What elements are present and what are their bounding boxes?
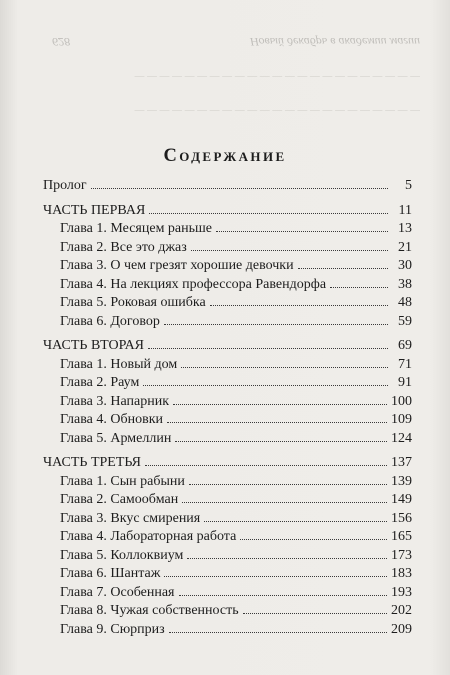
toc-leader-dots bbox=[330, 277, 388, 288]
show-through-text: — — — — — — — — — — — — — — — — — — — — — — — bbox=[134, 70, 420, 82]
toc-entry-label: ЧАСТЬ ТРЕТЬЯ bbox=[43, 455, 142, 470]
toc-leader-dots bbox=[182, 492, 387, 503]
toc-chapter-entry bbox=[43, 547, 412, 566]
toc-chapter-entry bbox=[43, 313, 412, 332]
toc-entry-label: Пролог bbox=[43, 178, 87, 193]
toc-leader-dots bbox=[210, 295, 388, 306]
toc-page-number: 183 bbox=[391, 566, 412, 581]
toc-part-entry bbox=[43, 337, 412, 356]
toc-chapter-entry bbox=[43, 294, 412, 313]
toc-entry-label: Глава 6. Шантаж bbox=[60, 566, 161, 581]
toc-entry-label: Глава 5. Роковая ошибка bbox=[60, 295, 206, 310]
toc-page-number: 69 bbox=[398, 338, 412, 353]
toc-page-number: 13 bbox=[398, 221, 412, 236]
toc-page-number: 59 bbox=[398, 313, 412, 329]
toc-chapter-entry bbox=[43, 393, 412, 412]
toc-entry-label: Глава 5. Коллоквиум bbox=[60, 547, 184, 563]
toc-page-number: 124 bbox=[391, 430, 412, 446]
toc-page-number: 165 bbox=[391, 529, 412, 544]
toc-entry-label: ЧАСТЬ ВТОРАЯ bbox=[43, 338, 145, 353]
toc-leader-dots bbox=[189, 474, 387, 485]
toc-entry-label: Глава 2. Все это джаз bbox=[60, 239, 187, 255]
toc-chapter-entry bbox=[43, 584, 412, 603]
toc-leader-dots bbox=[181, 357, 388, 368]
toc-page-number: 149 bbox=[391, 492, 412, 507]
toc-part-entry bbox=[43, 177, 412, 196]
toc-leader-dots bbox=[173, 394, 387, 405]
toc-leader-dots bbox=[204, 511, 387, 522]
toc-page-number: 30 bbox=[398, 258, 412, 273]
toc-chapter-entry bbox=[43, 356, 412, 375]
show-through-text: — — — — — — — — — — — — — — — — — — — — — — — bbox=[134, 104, 420, 116]
toc-page-number: 5 bbox=[405, 178, 412, 193]
show-through-running-head bbox=[52, 34, 420, 49]
toc-entry-label: Глава 4. На лекциях профессора Равендорфа bbox=[60, 276, 327, 292]
toc-chapter-entry bbox=[43, 491, 412, 510]
toc-leader-dots bbox=[164, 314, 388, 325]
toc-leader-dots bbox=[175, 431, 387, 442]
toc-entry-label: Глава 3. Напарник bbox=[60, 393, 170, 409]
toc-entry-label: Глава 3. О чем грезят хорошие девочки bbox=[60, 258, 294, 273]
toc-page-number: 139 bbox=[391, 473, 412, 489]
toc-page-number: 193 bbox=[391, 584, 412, 600]
toc-chapter-entry bbox=[43, 257, 412, 276]
toc-entry-label: Глава 5. Армеллин bbox=[60, 430, 172, 446]
toc-entry-label: Глава 1. Сын рабыни bbox=[60, 473, 185, 489]
toc-leader-dots bbox=[243, 603, 387, 614]
toc-entry-label: Глава 4. Обновки bbox=[60, 412, 164, 427]
toc-page-number: 71 bbox=[398, 356, 412, 372]
toc-page-number: 91 bbox=[398, 375, 412, 390]
toc-leader-dots bbox=[91, 178, 388, 189]
toc-leader-dots bbox=[169, 622, 387, 633]
toc-entry-label: ЧАСТЬ ПЕРВАЯ bbox=[43, 202, 146, 218]
toc-leader-dots bbox=[164, 566, 387, 577]
toc-leader-dots bbox=[216, 221, 388, 232]
toc-chapter-entry bbox=[43, 565, 412, 584]
toc-chapter-entry bbox=[43, 621, 412, 640]
toc-page-number: 209 bbox=[391, 621, 412, 637]
toc-entry-label: Глава 6. Договор bbox=[60, 313, 160, 329]
toc-leader-dots bbox=[298, 258, 388, 269]
toc-leader-dots bbox=[179, 585, 388, 596]
toc-leader-dots bbox=[240, 529, 387, 540]
toc-page-number: 173 bbox=[391, 547, 412, 563]
toc-leader-dots bbox=[167, 412, 387, 423]
toc-page-number: 137 bbox=[391, 455, 412, 470]
toc-page-number: 156 bbox=[391, 510, 412, 526]
toc-chapter-entry bbox=[43, 602, 412, 621]
toc-chapter-entry bbox=[43, 430, 412, 449]
toc-page-number: 100 bbox=[391, 393, 412, 409]
toc-leader-dots bbox=[145, 455, 387, 466]
toc-page-number: 109 bbox=[391, 412, 412, 427]
toc-page-number: 21 bbox=[398, 239, 412, 255]
toc-page-number: 38 bbox=[398, 276, 412, 292]
toc-entry-label: Глава 2. Самообман bbox=[60, 492, 179, 507]
toc-page-number: 48 bbox=[398, 295, 412, 310]
toc-entry-label: Глава 2. Раум bbox=[60, 375, 140, 390]
toc-leader-dots bbox=[148, 338, 388, 349]
table-of-contents bbox=[43, 177, 412, 639]
toc-chapter-entry bbox=[43, 220, 412, 239]
toc-entry-label: Глава 9. Сюрприз bbox=[60, 621, 165, 637]
toc-entry-label: Глава 1. Месяцем раньше bbox=[60, 221, 213, 236]
toc-chapter-entry bbox=[43, 239, 412, 258]
page-title: Содержание bbox=[163, 146, 287, 166]
toc-chapter-entry bbox=[43, 473, 412, 492]
toc-leader-dots bbox=[149, 203, 388, 214]
toc-chapter-entry bbox=[43, 528, 412, 547]
toc-leader-dots bbox=[143, 375, 388, 386]
toc-page-number: 11 bbox=[398, 202, 412, 218]
toc-leader-dots bbox=[191, 240, 388, 251]
toc-entry-label: Глава 1. Новый дом bbox=[60, 356, 178, 372]
toc-chapter-entry bbox=[43, 510, 412, 529]
toc-entry-label: Глава 4. Лабораторная работа bbox=[60, 529, 237, 544]
toc-entry-label: Глава 7. Особенная bbox=[60, 584, 175, 600]
toc-chapter-entry bbox=[43, 411, 412, 430]
toc-chapter-entry bbox=[43, 374, 412, 393]
toc-page-number: 202 bbox=[391, 603, 412, 618]
running-head-page-number: 628 bbox=[52, 35, 70, 49]
toc-leader-dots bbox=[187, 548, 387, 559]
toc-entry-label: Глава 3. Вкус смирения bbox=[60, 510, 201, 526]
running-head-title: Новый декабрь в академии магии bbox=[249, 35, 420, 49]
toc-chapter-entry bbox=[43, 276, 412, 295]
toc-part-entry bbox=[43, 202, 412, 221]
toc-entry-label: Глава 8. Чужая собственность bbox=[60, 603, 239, 618]
toc-part-entry bbox=[43, 454, 412, 473]
